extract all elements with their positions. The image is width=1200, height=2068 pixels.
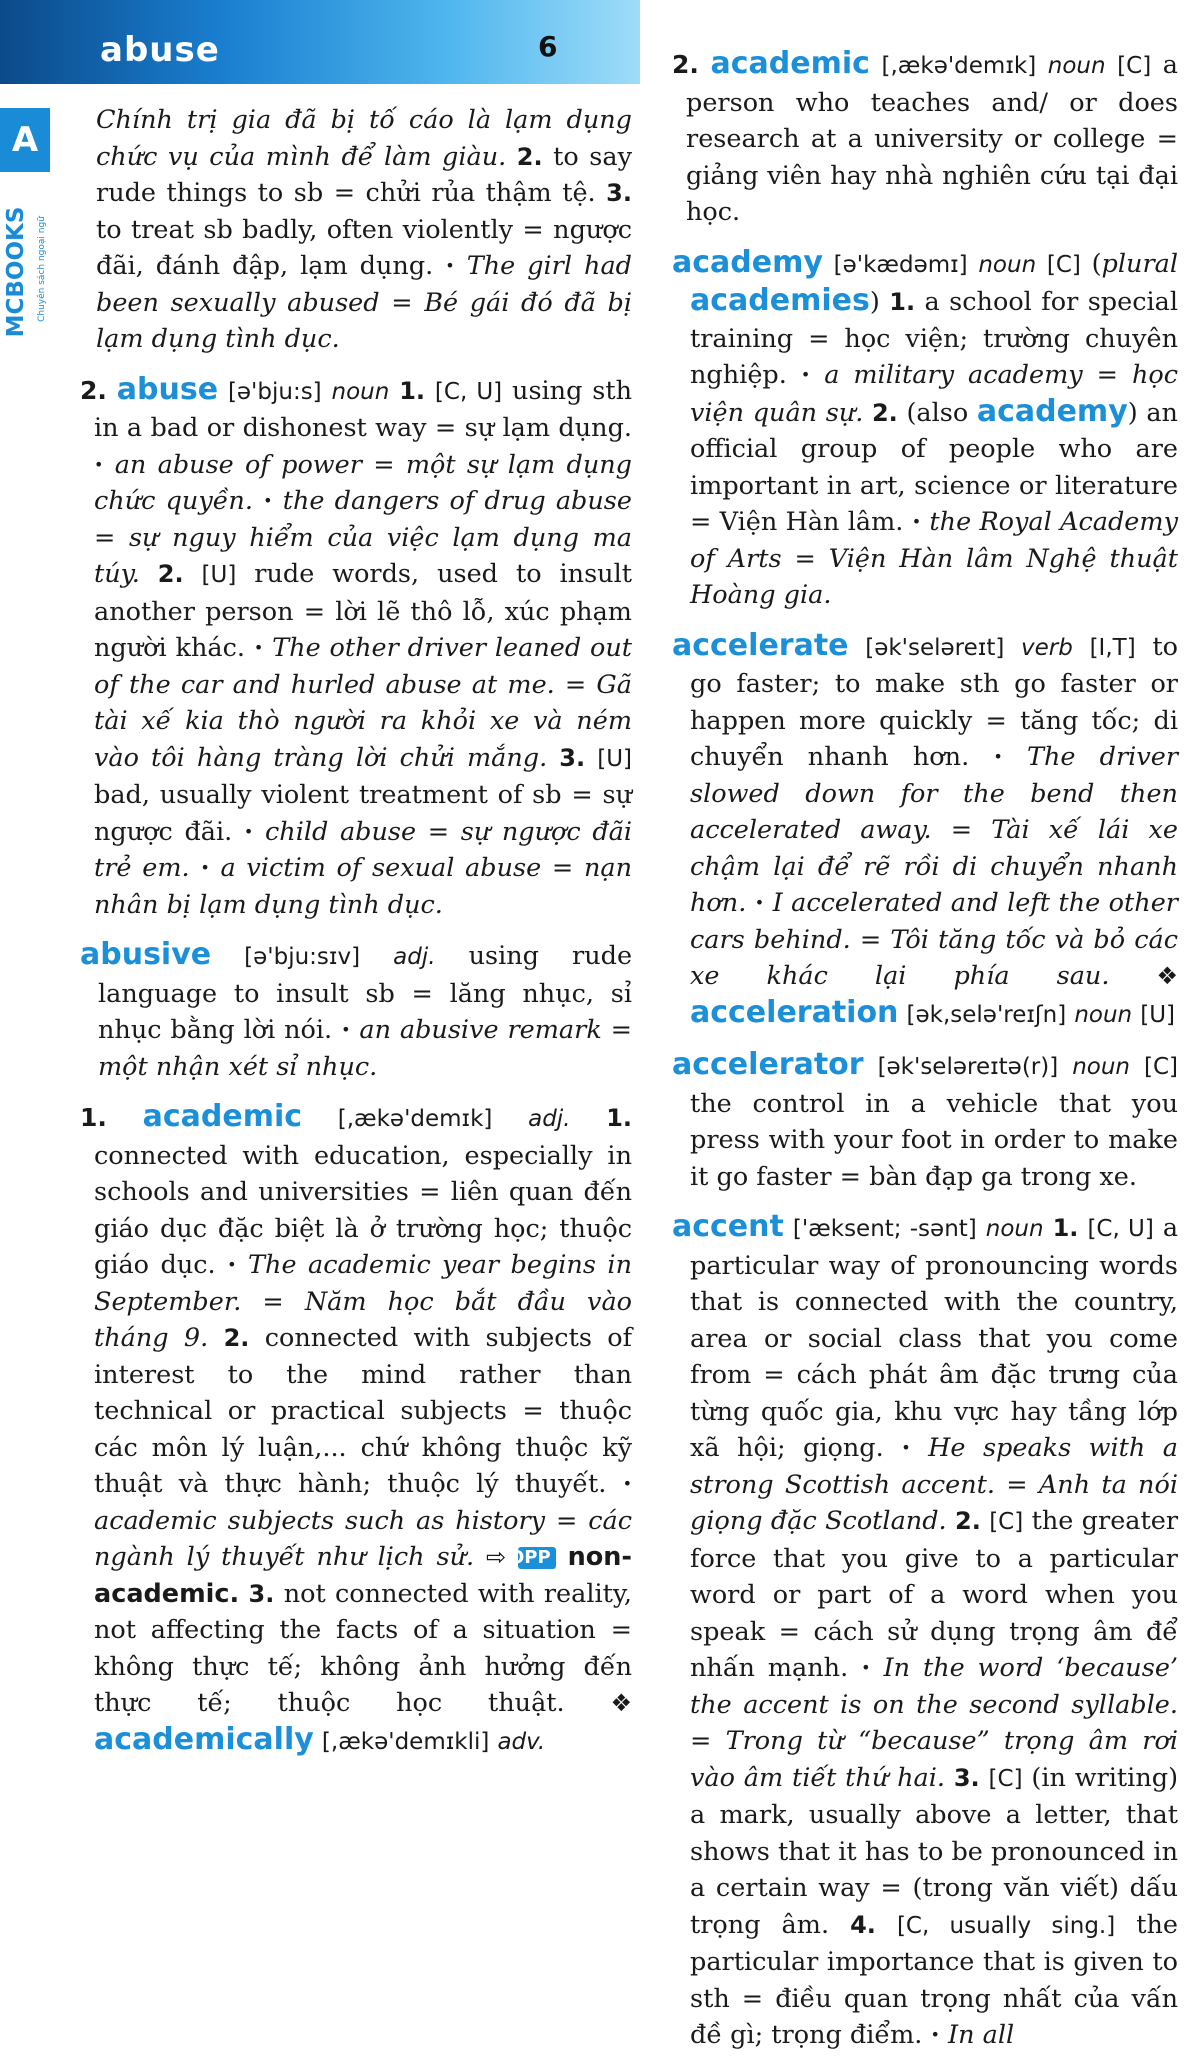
- bullet-icon: •: [911, 512, 922, 531]
- definition: (in writing) a mark, usually above a letter, that shows that it has to be pronounced in a certain way = (trong văn viết) dấu trọng âm.: [690, 1762, 1179, 1940]
- pronunciation: [,ækə'demɪk]: [337, 1106, 493, 1132]
- grammar-code: [C]: [988, 1765, 1023, 1792]
- derivative-diamond-icon: ❖: [610, 1689, 632, 1717]
- derivative-diamond-icon: ❖: [1156, 962, 1178, 990]
- bullet-icon: •: [901, 1438, 911, 1457]
- bullet-icon: •: [800, 365, 811, 384]
- plural-close: ): [869, 287, 880, 317]
- definition: the greater force that you give to a particular word or part of a word when you speak = cách sử dụng trọng âm để nhấn mạnh.: [690, 1506, 1179, 1683]
- example: a victim of sexual abuse = nạn nhân bị lạm dụng tình dục.: [94, 853, 633, 920]
- example: He speaks with a strong Scottish accent. = Anh ta nói giọng đặc Scotland.: [690, 1433, 1179, 1536]
- example: academic subjects such as history = các ngành lý thuyết như lịch sử.: [94, 1505, 632, 1572]
- entry-accent: [672, 1209, 1178, 2054]
- derivative-headword: academically: [94, 1721, 314, 1757]
- headword: accelerator: [672, 1047, 864, 1082]
- part-of-speech: noun: [331, 378, 390, 405]
- example: Chính trị gia đã bị tố cáo là lạm dụng chức vụ của mình để làm giàu.: [96, 105, 632, 172]
- pronunciation: ['æksent; -sənt]: [792, 1216, 977, 1242]
- opposite-badge: OPP: [518, 1547, 556, 1569]
- grammar-code: [C, U]: [1087, 1216, 1154, 1242]
- entry-academy: [672, 245, 1178, 614]
- sense-number: 3.: [248, 1579, 275, 1608]
- part-of-speech: verb: [1021, 634, 1073, 661]
- bullet-icon: •: [622, 1474, 632, 1493]
- bullet-icon: •: [341, 1020, 351, 1039]
- bullet-icon: •: [253, 638, 264, 657]
- bullet-icon: •: [243, 821, 254, 841]
- headword: accelerate: [672, 627, 849, 663]
- bullet-icon: •: [754, 893, 765, 912]
- part-of-speech: adj.: [528, 1106, 571, 1132]
- entry-abuse-verb-continued: [80, 102, 632, 358]
- grammar-code: [U]: [1140, 1001, 1176, 1028]
- grammar-code: [C]: [989, 1509, 1024, 1535]
- example: child abuse = sự ngược đãi trẻ em.: [94, 816, 633, 883]
- page-number: 6: [538, 30, 558, 63]
- homograph-number: 1.: [80, 1103, 107, 1132]
- grammar-code: [C]: [1117, 53, 1152, 79]
- plural-open: (: [1091, 248, 1102, 279]
- definition: a person who teaches and/ or does research at a university or college = giảng viên hay nhà nghiên cứu tại đại học.: [686, 50, 1178, 227]
- pronunciation: [,ækə'demɪk]: [881, 53, 1037, 79]
- entry-abuse-noun: [80, 372, 632, 924]
- example: The other driver leaned out of the car and hurled abuse at me. = Gã tài xế kia thò người ra khỏi xe và ném vào tôi hàng tràng lời chửi mắng.: [94, 633, 633, 773]
- grammar-code: [C, U]: [434, 378, 503, 405]
- definition: not connected with reality, not affecting the facts of a situation = không thực tế; không ảnh hưởng đến thực tế; thuộc học thuật.: [94, 1578, 632, 1718]
- part-of-speech: noun: [1047, 53, 1106, 79]
- bullet-icon: •: [930, 2025, 940, 2044]
- headword: abuse: [116, 371, 219, 407]
- pronunciation: [ək'seləreɪt]: [865, 634, 1005, 661]
- sense-number: 2.: [955, 1507, 981, 1535]
- sense-number: 1.: [606, 1104, 633, 1132]
- sense-number: 4.: [850, 1910, 876, 1939]
- letter-thumb-tab: A: [0, 108, 50, 172]
- grammar-code: [C, usually sing.]: [896, 1912, 1116, 1939]
- definition: rude words, used to insult another person = lời lẽ thô lỗ, xúc phạm người khác.: [94, 559, 632, 663]
- part-of-speech: adv.: [497, 1728, 546, 1755]
- definition: using sth in a bad or dishonest way = sự lạm dụng.: [94, 375, 633, 443]
- definition: to go faster; to make sth go faster or happen more quickly = tăng tốc; di chuyển nhanh hơn.: [690, 631, 1178, 772]
- example: In all: [948, 2020, 1015, 2050]
- definition: using rude language to insult sb = lăng nhục, sỉ nhục bằng lời nói.: [98, 941, 633, 1045]
- example: the dangers of drug abuse = sự nguy hiểm của việc lạm dụng ma túy.: [94, 486, 632, 589]
- sense-number: 3.: [953, 1763, 980, 1792]
- definition: the control in a vehicle that you press with your foot in order to make it go faster = bàn đạp ga trong xe.: [690, 1088, 1178, 1192]
- definition: a school for special training = học viện; trường chuyên nghiệp.: [690, 287, 1178, 390]
- bullet-icon: •: [200, 858, 210, 877]
- homograph-number: 2.: [80, 375, 107, 405]
- grammar-code: [I,T]: [1089, 634, 1136, 661]
- bullet-icon: •: [445, 256, 455, 275]
- grammar-code: [U]: [597, 745, 632, 772]
- sense-number: 2.: [871, 398, 898, 427]
- sense-number: 2.: [157, 560, 184, 588]
- definition: connected with education, especially in schools and universities = liên quan đến giáo dục đặc biệt là ở trường học; thuộc giáo dục.: [94, 1140, 632, 1280]
- definition: ) an official group of people who are important in art, science or literature = Viện Hàn lâm.: [690, 397, 1178, 537]
- part-of-speech: noun: [1074, 1001, 1133, 1028]
- publisher-tagline: Chuyên sách ngoại ngữ: [37, 216, 47, 322]
- bullet-icon: •: [227, 1255, 237, 1274]
- sense-number: 1.: [889, 288, 916, 316]
- part-of-speech: noun: [978, 251, 1037, 278]
- plural-label: plural: [1101, 248, 1178, 279]
- also-label: (also: [906, 397, 969, 428]
- entry-academic-adj: [80, 1099, 632, 1760]
- headword: abusive: [80, 937, 212, 972]
- definition: bad, usually violent treatment of sb = sự ngược đãi.: [94, 780, 632, 847]
- definition: to treat sb badly, often violently = ngược đãi, đánh đập, lạm dụng.: [96, 214, 632, 281]
- example: In the word ‘because’ the accent is on the second syllable. = Trong từ “because” trọng âm rơi vào âm tiết thứ hai.: [690, 1653, 1179, 1793]
- bullet-icon: •: [94, 454, 104, 474]
- sense-number: 2.: [223, 1324, 250, 1352]
- homograph-number: 2.: [672, 50, 699, 79]
- plural-form: academies: [690, 283, 870, 318]
- headword: accent: [672, 1209, 784, 1244]
- bullet-icon: •: [861, 1658, 871, 1677]
- sense-number: 1.: [1052, 1214, 1079, 1242]
- entry-accelerator: [672, 1047, 1178, 1195]
- pronunciation: [ək,selə'reɪʃn]: [906, 1001, 1067, 1028]
- right-column: [672, 46, 1178, 2068]
- grammar-code: [C]: [1046, 251, 1081, 278]
- pronunciation: [ək'seləreɪtə(r)]: [877, 1054, 1059, 1080]
- example: The girl had been sexually abused = Bé gái đó đã bị lạm dụng tình dục.: [96, 251, 632, 354]
- definition: to say rude things to sb = chửi rủa thậm tệ.: [96, 141, 632, 208]
- grammar-code: [C]: [1143, 1054, 1178, 1080]
- sense-number: 3.: [606, 179, 632, 207]
- left-column: [80, 102, 632, 1774]
- grammar-code: [U]: [201, 562, 237, 588]
- arrow-right-icon: ⇨: [486, 1543, 507, 1571]
- definition: a particular way of pronouncing words that is connected with the country, area or social class that you come from = cách phát âm đặc trưng của từng quốc gia, khu vực hay tầng lớp xã hội; giọng.: [690, 1213, 1179, 1463]
- sense-number: 2.: [516, 142, 543, 171]
- entry-abusive: [80, 937, 632, 1085]
- sense-number: 3.: [559, 743, 586, 772]
- opposite-word: non-academic.: [94, 1542, 632, 1609]
- entry-accelerate: [672, 628, 1178, 1034]
- bullet-icon: •: [263, 491, 273, 510]
- entry-academic-noun: [672, 46, 1178, 231]
- definition: the particular importance that is given to sth = điều quan trọng nhất của vấn đề gì; trọng điểm.: [690, 1909, 1179, 2050]
- pronunciation: [ə'kædəmɪ]: [833, 251, 968, 278]
- running-head-word: abuse: [100, 30, 220, 70]
- part-of-speech: noun: [1072, 1054, 1130, 1080]
- headword: academic: [710, 46, 870, 81]
- publisher-logo: MCBOOKS: [3, 206, 29, 338]
- definition: connected with subjects of interest to the mind rather than technical or practical subjects = thuộc các môn lý luận,... chứ không thuộc kỹ thuật và thực hành; thuộc lý thuyết.: [94, 1323, 633, 1499]
- part-of-speech: adj.: [393, 944, 436, 970]
- sense-number: 1.: [399, 376, 426, 405]
- example: an abusive remark = một nhận xét sỉ nhục.: [98, 1015, 633, 1082]
- pronunciation: [,ækə'demɪkli]: [321, 1728, 490, 1755]
- example: an abuse of power = một sự lạm dụng chức quyền.: [94, 449, 633, 516]
- pronunciation: [ə'bju:sɪv]: [244, 944, 361, 970]
- derivative-headword: acceleration: [690, 994, 899, 1030]
- bullet-icon: •: [993, 747, 1003, 766]
- headword: academy: [672, 244, 823, 280]
- example: I accelerated and left the other cars behind. = Tôi tăng tốc và bỏ các xe khác lại phía sau.: [690, 888, 1178, 991]
- example: The academic year begins in September. = Năm học bắt đầu vào tháng 9.: [94, 1250, 632, 1353]
- example: a military academy = học viện quân sự.: [690, 360, 1178, 428]
- example: The driver slowed down for the bend then accelerated away. = Tài xế lái xe chậm lại để rẽ rồi di chuyển nhanh hơn.: [690, 742, 1179, 918]
- part-of-speech: noun: [985, 1216, 1044, 1242]
- alternate-headword: academy: [976, 393, 1128, 429]
- example: the Royal Academy of Arts = Viện Hàn lâm Nghệ thuật Hoàng gia.: [690, 507, 1178, 610]
- pronunciation: [ə'bju:s]: [227, 378, 322, 405]
- headword: academic: [142, 1099, 303, 1134]
